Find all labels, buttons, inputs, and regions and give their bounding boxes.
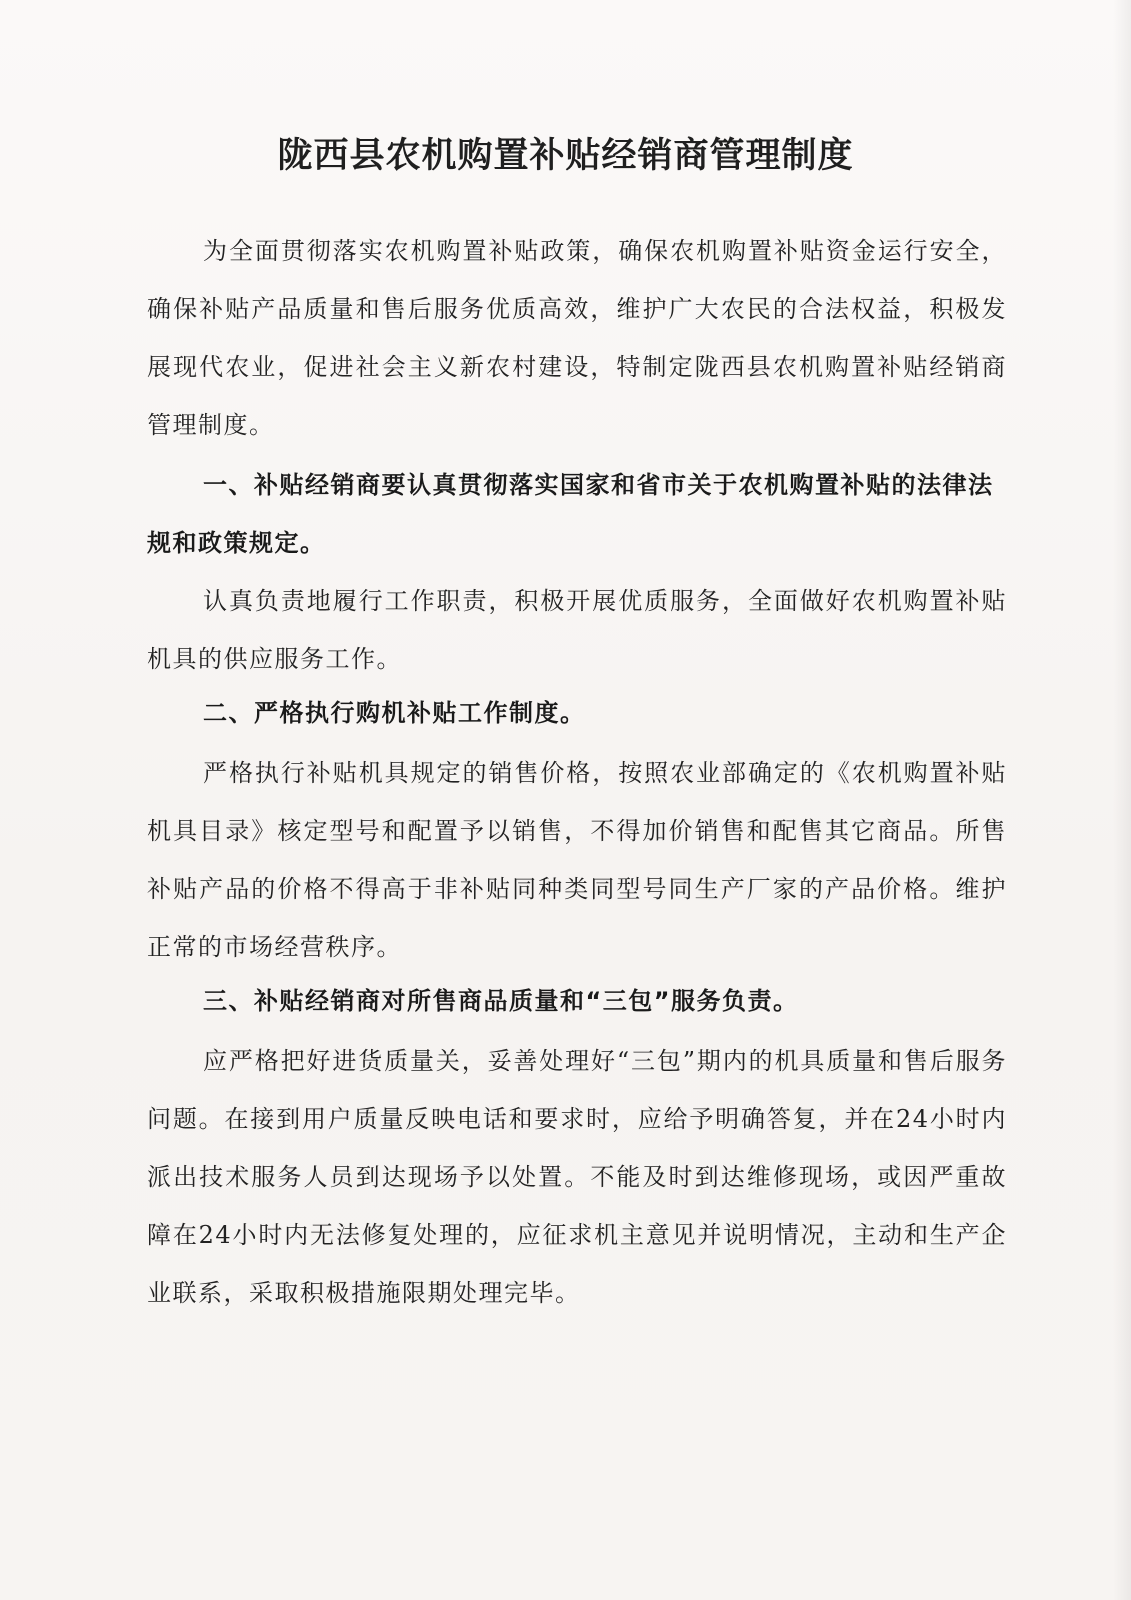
section-2-body: 严格执行补贴机具规定的销售价格，按照农业部确定的《农机购置补贴机具目录》核定型号和配置予以销售，不得加价销售和配售其它商品。所售补贴产品的价格不得高于非补贴同种类同型号同生产厂家的产品价格。维护正常的市场经营秩序。 xyxy=(147,759,1007,961)
intro-paragraph: 为全面贯彻落实农机购置补贴政策，确保农机购置补贴资金运行安全，确保补贴产品质量和售后服务优质高效，维护广大农民的合法权益，积极发展现代农业，促进社会主义新农村建设，特制定陇西县农机购置补贴经销商管理制度。 xyxy=(147,237,1007,439)
document-title: 陇西县农机购置补贴经销商管理制度 xyxy=(277,135,854,176)
section-1-body: 认真负责地履行工作职责，积极开展优质服务，全面做好农机购置补贴机具的供应服务工作。 xyxy=(147,587,1007,673)
section-1-heading: 一、补贴经销商要认真贯彻落实国家和省市关于农机购置补贴的法律法规和政策规定。 xyxy=(147,471,994,557)
page-edge-shadow xyxy=(1113,0,1131,1600)
section-3-heading: 三、补贴经销商对所售商品质量和“三包”服务负责。 xyxy=(203,987,799,1015)
section-2-heading: 二、严格执行购机补贴工作制度。 xyxy=(203,699,586,727)
section-3-body: 应严格把好进货质量关，妥善处理好“三包”期内的机具质量和售后服务问题。在接到用户质量反映电话和要求时，应给予明确答复，并在24小时内派出技术服务人员到达现场予以处置。不能及时到达维修现场，或因严重故障在24小时内无法修复处理的，应征求机主意见并说明情况，主动和生产企业联系，采取积极措施限期处理完毕。 xyxy=(147,1047,1007,1307)
